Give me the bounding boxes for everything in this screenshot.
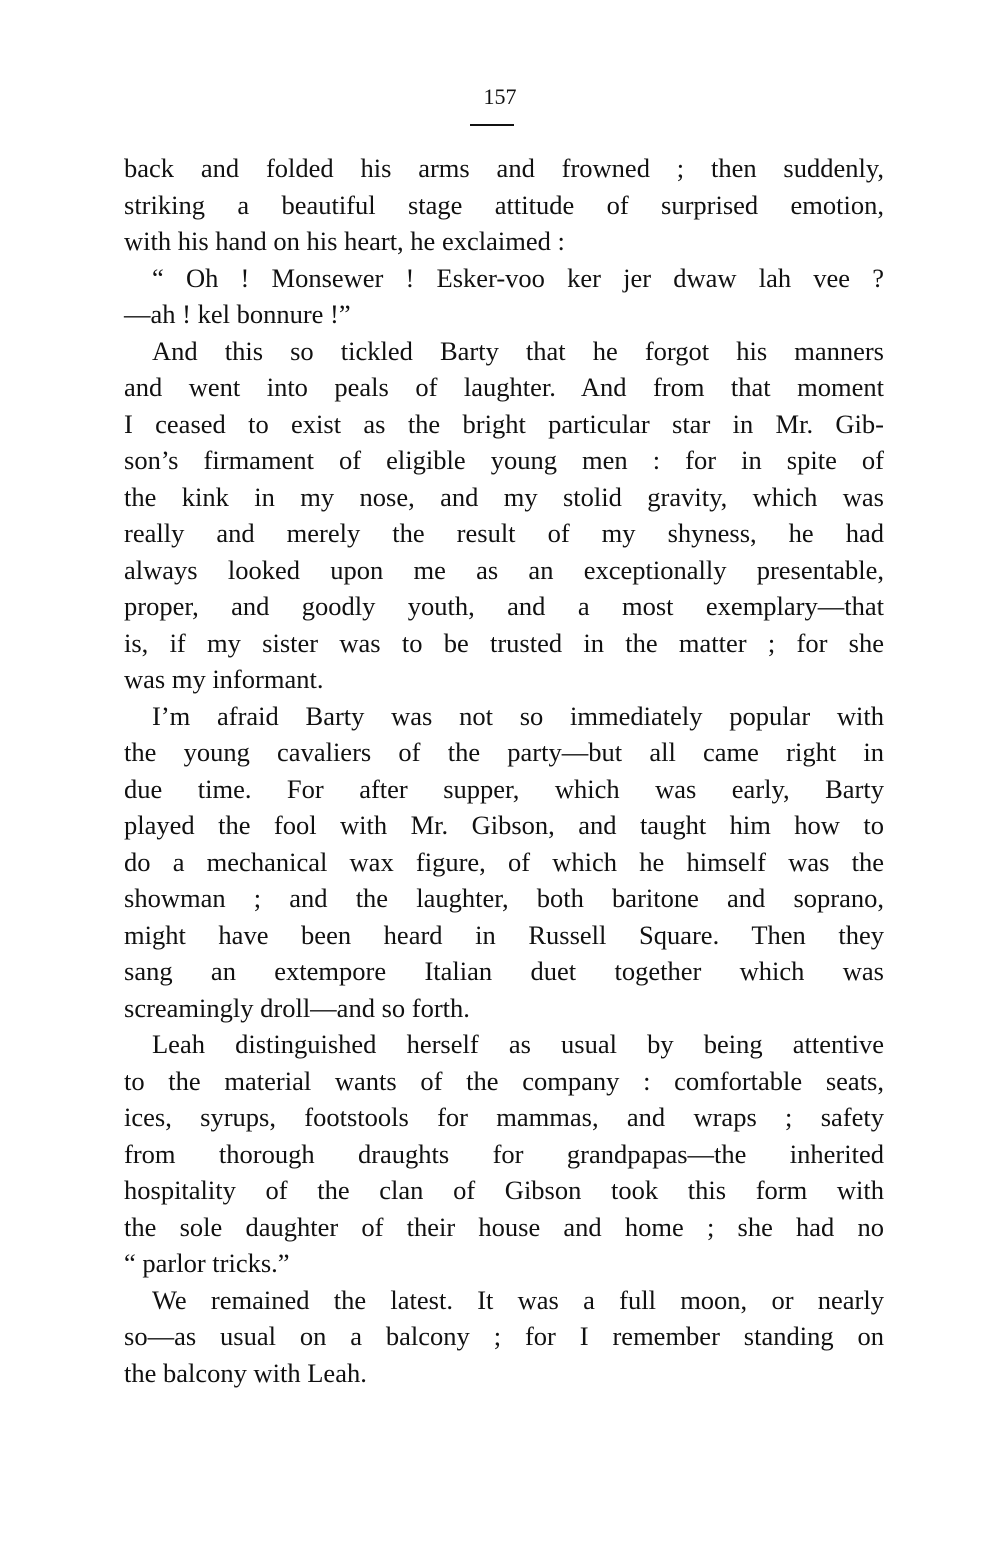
text-line: the kink in my nose, and my stolid gravity, which was <box>124 481 884 512</box>
text-line: “ parlor tricks.” <box>124 1248 290 1278</box>
text-line: sang an extempore Italian duet together which was <box>124 956 884 986</box>
text-line: And this so tickled Barty that he forgot his manners <box>152 335 884 366</box>
text-line: might have been heard in Russell Square. Then they <box>124 919 884 950</box>
text-line: the balcony with Leah. <box>124 1357 367 1388</box>
paragraph <box>124 698 884 1027</box>
paragraph <box>124 150 884 260</box>
text-line: “ Oh ! Monsewer ! Esker-voo ker jer dwaw lah vee ? <box>152 262 884 293</box>
text-line: do a mechanical wax figure, of which he himself was the <box>124 846 884 877</box>
page-number: 157 <box>483 84 517 109</box>
text-line: and went into peals of laughter. And from that moment <box>124 372 884 402</box>
text-line: striking a beautiful stage attitude of surprised emotion, <box>124 189 884 220</box>
text-line: showman ; and the laughter, both baritone and soprano, <box>124 883 884 913</box>
text-line: proper, and goodly youth, and a most exemplary—that <box>124 591 884 621</box>
text-line: the young cavaliers of the party—but all came right in <box>124 737 884 767</box>
text-line: from thorough draughts for grandpapas—the inherited <box>124 1138 884 1169</box>
text-line: is, if my sister was to be trusted in the matter ; for she <box>124 627 884 658</box>
text-line: due time. For after supper, which was early, Barty <box>124 773 884 804</box>
text-line: so—as usual on a balcony ; for I remember standing on <box>124 1321 884 1351</box>
text-line: ices, syrups, footstools for mammas, and wraps ; safety <box>124 1102 884 1132</box>
text-line: We remained the latest. It was a full moon, or nearly <box>152 1284 884 1315</box>
text-line: I’m afraid Barty was not so immediately popular with <box>152 700 884 731</box>
text-line: screamingly droll—and so forth. <box>124 992 470 1023</box>
text-line: the sole daughter of their house and home ; she had no <box>124 1211 884 1242</box>
text-line: Leah distinguished herself as usual by being attentive <box>152 1029 884 1059</box>
paragraph <box>124 260 884 333</box>
text-line: really and merely the result of my shyness, he had <box>124 518 884 548</box>
paragraph <box>124 1026 884 1282</box>
text-line: son’s firmament of eligible young men : for in spite of <box>124 445 884 475</box>
text-line: hospitality of the clan of Gibson took this form with <box>124 1175 884 1205</box>
body-text <box>124 150 884 1391</box>
text-line: played the fool with Mr. Gibson, and taught him how to <box>124 810 884 840</box>
page-number-rule <box>470 124 514 126</box>
text-line: always looked upon me as an exceptionally presentable, <box>124 554 884 585</box>
text-line: I ceased to exist as the bright particular star in Mr. Gib- <box>124 408 884 439</box>
text-line: to the material wants of the company : comfortable seats, <box>124 1065 884 1096</box>
text-line: —ah ! kel bonnure !” <box>124 299 351 329</box>
text-line: was my informant. <box>124 664 324 694</box>
text-line: back and folded his arms and frowned ; then suddenly, <box>124 153 884 183</box>
text-line: with his hand on his heart, he exclaimed : <box>124 226 565 256</box>
paragraph <box>124 1282 884 1392</box>
paragraph <box>124 333 884 698</box>
